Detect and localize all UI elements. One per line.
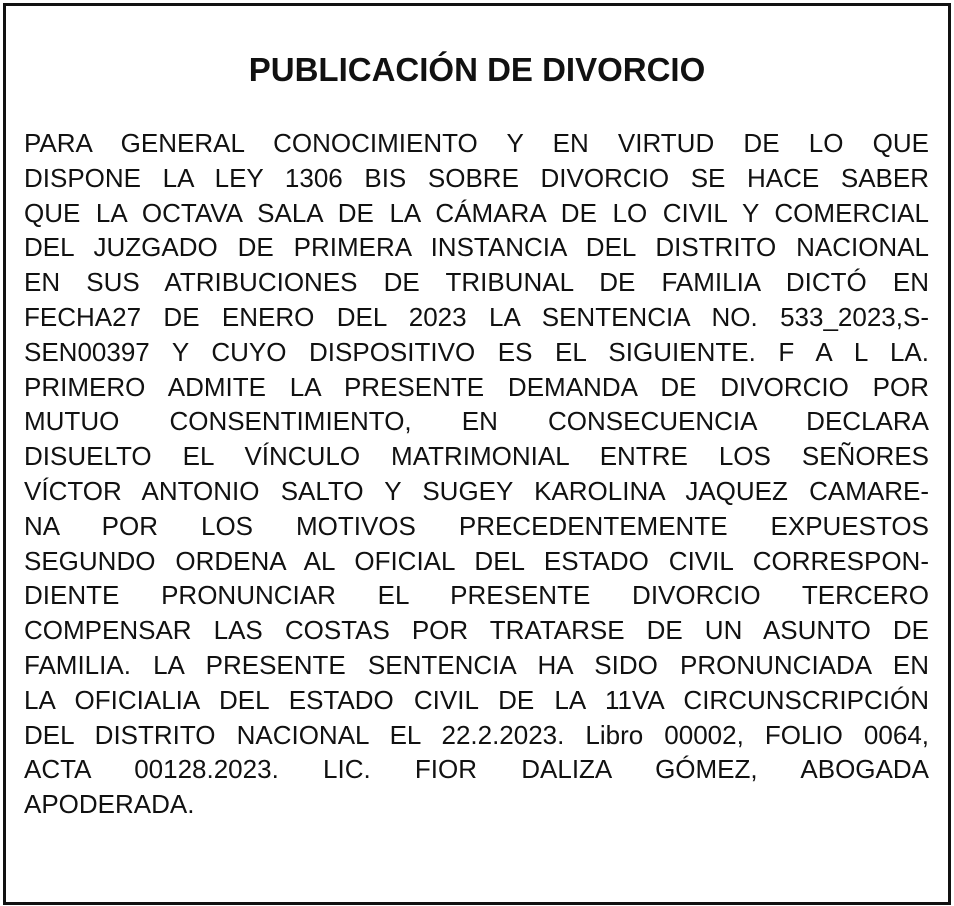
body-line: FECHA27 DE ENERO DEL 2023 LA SENTENCIA NO. 533_2023,S-	[24, 301, 929, 332]
notice-box	[3, 3, 951, 905]
body-line: LA OFICIALIA DEL ESTADO CIVIL DE LA 11VA CIRCUNSCRIPCIÓN	[24, 684, 929, 715]
body-line: NA POR LOS MOTIVOS PRECEDENTEMENTE EXPUESTOS	[24, 510, 929, 541]
body-line: SEN00397 Y CUYO DISPOSITIVO ES EL SIGUIENTE. F A L LA.	[24, 336, 929, 367]
body-line: FAMILIA. LA PRESENTE SENTENCIA HA SIDO PRONUNCIADA EN	[24, 649, 929, 680]
body-line: PARA GENERAL CONOCIMIENTO Y EN VIRTUD DE LO QUE	[24, 128, 929, 158]
body-line: SEGUNDO ORDENA AL OFICIAL DEL ESTADO CIVIL CORRESPON-	[24, 545, 929, 576]
body-line: COMPENSAR LAS COSTAS POR TRATARSE DE UN ASUNTO DE	[24, 615, 929, 646]
body-line: EN SUS ATRIBUCIONES DE TRIBUNAL DE FAMILIA DICTÓ EN	[24, 267, 929, 298]
notice-title: PUBLICACIÓN DE DIVORCIO	[248, 51, 706, 88]
body-line: DEL DISTRITO NACIONAL EL 22.2.2023. Libro 00002, FOLIO 0064,	[24, 719, 929, 750]
body-line: QUE LA OCTAVA SALA DE LA CÁMARA DE LO CIVIL Y COMERCIAL	[24, 197, 929, 228]
body-line: DIENTE PRONUNCIAR EL PRESENTE DIVORCIO TERCERO	[24, 580, 929, 611]
body-line: VÍCTOR ANTONIO SALTO Y SUGEY KAROLINA JAQUEZ CAMARE-	[24, 475, 929, 506]
body-line: DISUELTO EL VÍNCULO MATRIMONIAL ENTRE LOS SEÑORES	[24, 441, 929, 472]
body-line: ACTA 00128.2023. LIC. FIOR DALIZA GÓMEZ, ABOGADA	[24, 754, 929, 785]
body-line: PRIMERO ADMITE LA PRESENTE DEMANDA DE DIVORCIO POR	[24, 371, 929, 402]
body-line: DISPONE LA LEY 1306 BIS SOBRE DIVORCIO SE HACE SABER	[24, 162, 929, 193]
body-line-last: APODERADA.	[24, 789, 195, 820]
body-line: DEL JUZGADO DE PRIMERA INSTANCIA DEL DISTRITO NACIONAL	[24, 232, 929, 263]
notice-body	[24, 126, 929, 822]
body-line: MUTUO CONSENTIMIENTO, EN CONSECUENCIA DECLARA	[24, 406, 929, 437]
